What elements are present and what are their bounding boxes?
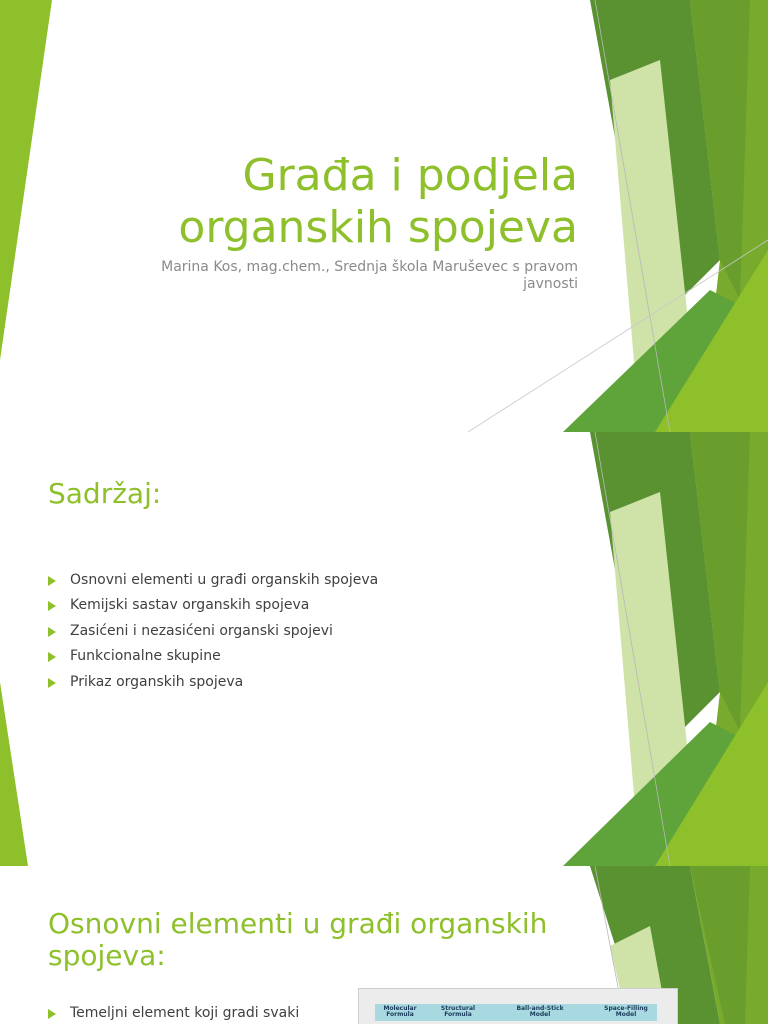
bullet-arrow-icon	[48, 576, 56, 586]
left-green-shape	[0, 0, 52, 360]
list-item	[48, 619, 378, 644]
image-header-label: Molecular Formula	[383, 1005, 417, 1018]
molecule-models-image	[358, 988, 678, 1024]
list-item	[48, 568, 378, 593]
basic-elements-list	[48, 1001, 299, 1024]
bullet-arrow-icon	[48, 1009, 56, 1019]
slide-title	[0, 0, 768, 432]
slide-contents	[0, 432, 768, 866]
image-header-label: Space-Filling Model	[604, 1005, 648, 1018]
subtitle-line-2: javnosti	[523, 276, 578, 292]
bullet-arrow-icon	[48, 678, 56, 688]
list-item-text: Osnovni elementi u građi organskih spojeva	[70, 572, 379, 588]
title-line-2: organskih spojeva	[178, 202, 578, 253]
subtitle-line-1: Marina Kos, mag.chem., Srednja škola Maruševec s pravom	[161, 259, 578, 275]
contents-list	[48, 568, 378, 695]
list-item-text: Temeljni element koji gradi svaki	[70, 1005, 300, 1021]
bullet-arrow-icon	[48, 627, 56, 637]
slide-title-text	[58, 150, 578, 254]
image-header-label: Structural Formula	[440, 1005, 476, 1018]
list-item	[48, 670, 378, 695]
list-item	[48, 644, 378, 669]
list-item-text: Kemijski sastav organskih spojeva	[70, 597, 310, 614]
slide-subtitle	[108, 259, 578, 293]
contents-heading: Sadržaj:	[48, 477, 162, 510]
heading-line-1: Osnovni elementi u građi organskih	[48, 907, 548, 940]
bullet-arrow-icon	[48, 652, 56, 662]
bullet-arrow-icon	[48, 601, 56, 611]
list-item-text: Funkcionalne skupine	[70, 648, 221, 665]
slide-basic-elements	[0, 866, 768, 1024]
image-header-row	[375, 1004, 657, 1021]
title-line-1: Građa i podjela	[242, 150, 578, 201]
list-item-text: Prikaz organskih spojeva	[70, 673, 244, 690]
basic-elements-heading	[48, 908, 547, 972]
list-item	[48, 593, 378, 618]
list-item	[48, 1001, 299, 1024]
list-item-text: Zasićeni i nezasićeni organski spojevi	[70, 622, 333, 639]
image-header-label: Ball-and-Stick Model	[516, 1005, 564, 1018]
heading-line-2: spojeva:	[48, 939, 166, 972]
left-green-shape	[0, 682, 28, 866]
